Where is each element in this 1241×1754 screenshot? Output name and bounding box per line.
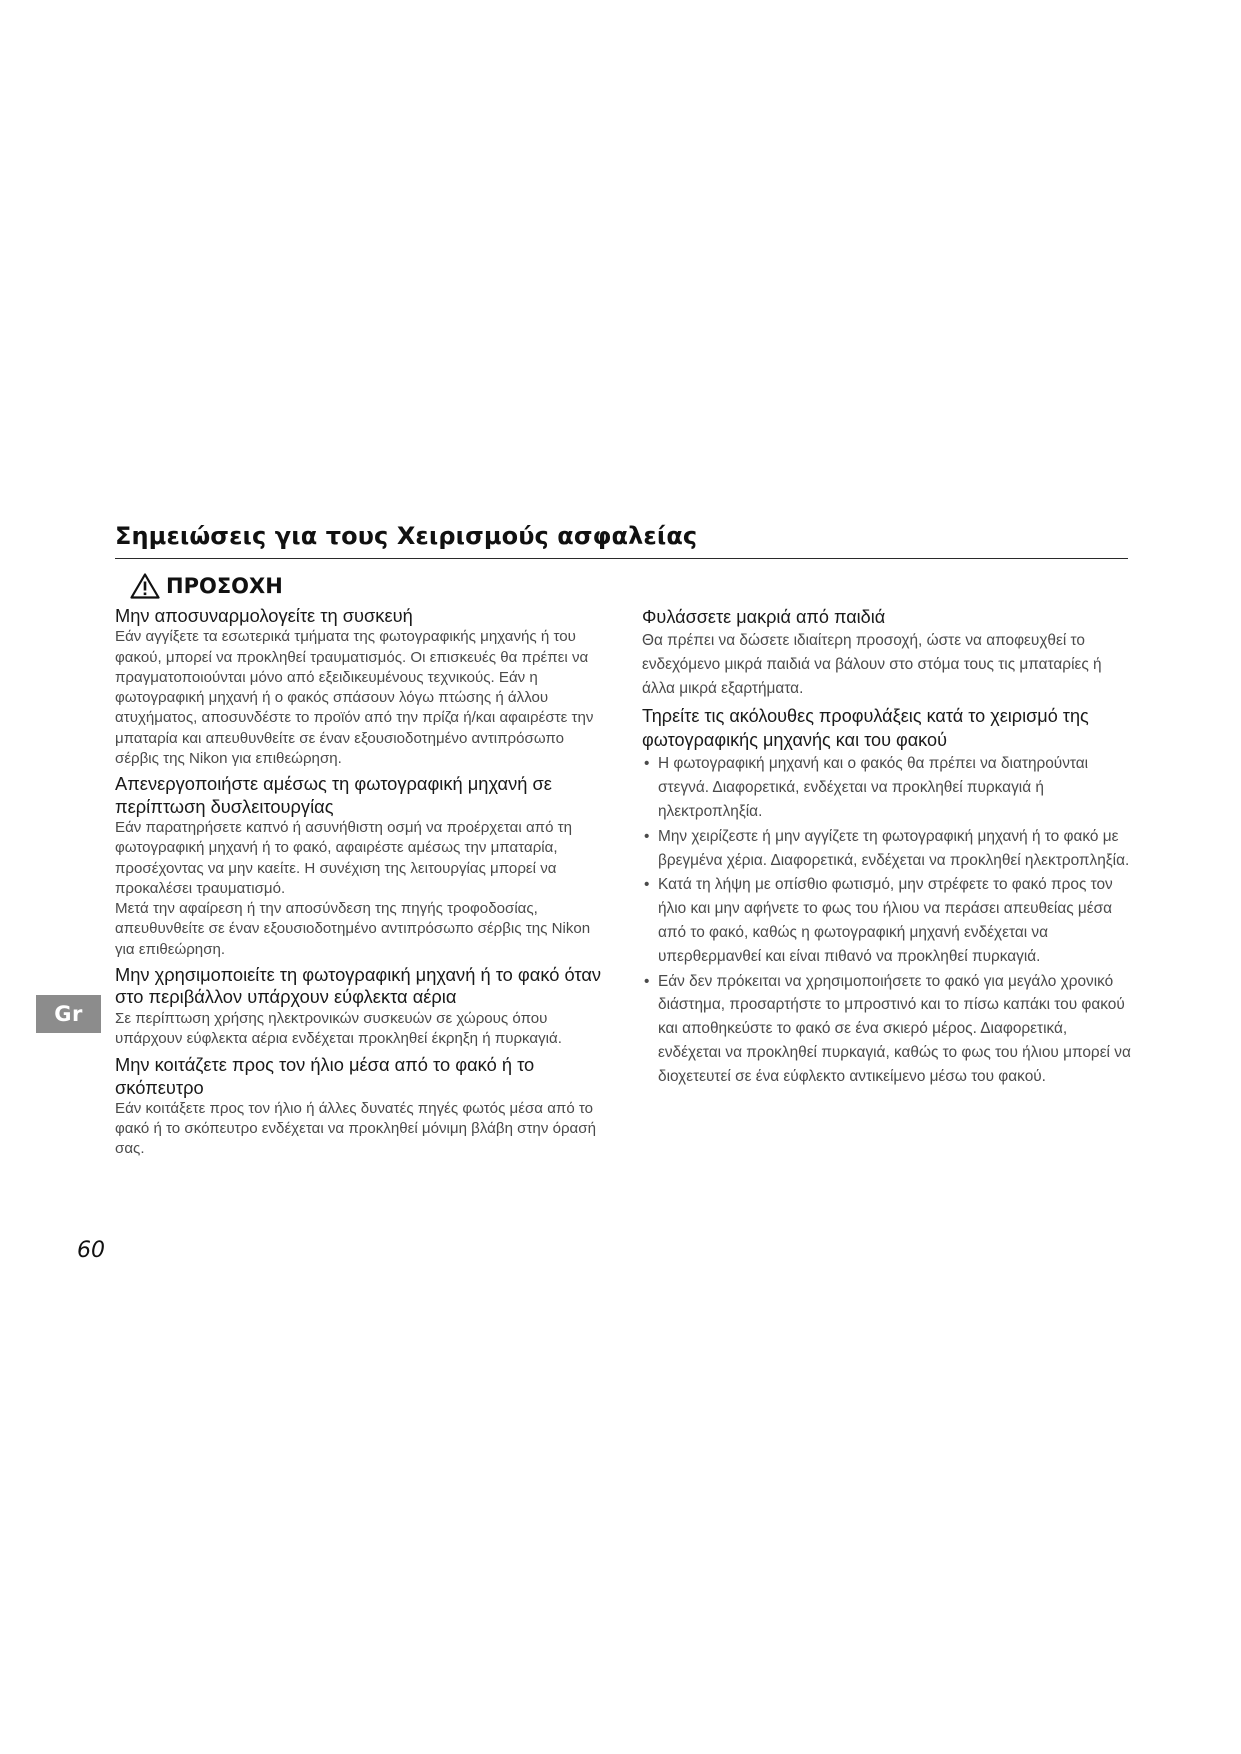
block-title: Μην κοιτάζετε προς τον ήλιο μέσα από το φακό ή το σκόπευτρο	[115, 1054, 535, 1098]
list-item-text: Η φωτογραφική μηχανή και ο φακός θα πρέπει να διατηρούνται στεγνά. Διαφορετικά, ενδέχεται να προκληθεί πυρκαγιά ή ηλεκτροπληξία.	[658, 755, 1089, 820]
list-item	[642, 825, 1132, 873]
block-title: Φυλάσσετε μακριά από παιδιά	[642, 607, 886, 627]
title-divider	[115, 558, 1128, 559]
block-title: Απενεργοποιήστε αμέσως τη φωτογραφική μηχανή σε περίπτωση δυσλειτουργίας	[115, 773, 552, 817]
safety-block-flammable-gas	[115, 964, 605, 1049]
page-number: 60	[77, 1238, 105, 1263]
list-item-text: Μην χειρίζεστε ή μην αγγίζετε τη φωτογραφική μηχανή ή το φακό με βρεγμένα χέρια. Διαφορετικά, ενδέχεται να προκληθεί ηλεκτροπληξία.	[658, 827, 1130, 869]
block-title: Μην αποσυναρμολογείτε τη συσκευή	[115, 605, 413, 626]
list-item-text: Κατά τη λήψη με οπίσθιο φωτισμό, μην στρέφετε το φακό προς τον ήλιο και μην αφήνετε το φως του ήλιου να περάσει απευθείας μέσα από το φακό, καθώς η φωτογραφική μηχανή ενδέχεται να υπερθερμανθεί και είναι πιθανό να προκληθεί πυρκαγιά.	[658, 876, 1113, 965]
block-text: Εάν παρατηρήσετε καπνό ή ασυνήθιστη οσμή να προέρχεται από τη φωτογραφική μηχανή ή το φακό, αφαιρέστε αμέσως την μπαταρία, προσέχοντας να μην καείτε. Η συνέχιση της λειτουργίας μπορεί να προκαλέσει τραυματισμό.	[115, 818, 573, 897]
bullet-icon: •	[644, 876, 650, 894]
caution-label: ΠΡΟΣΟΧΗ	[166, 574, 283, 598]
safety-block-sun	[115, 1054, 605, 1159]
block-text: Εάν κοιτάξετε προς τον ήλιο ή άλλες δυνατές πηγές φωτός μέσα από το φακό ή το σκόπευτρο ενδέχεται να προκληθεί μόνιμη βλάβη στην όρασή σας.	[115, 1099, 596, 1158]
block-text: Εάν αγγίξετε τα εσωτερικά τμήματα της φωτογραφικής μηχανής ή του φακού, μπορεί να προκληθεί τραυματισμός. Οι επισκευές θα πρέπει να πραγματοποιούνται μόνο από εξειδικευμένους τεχνικούς. Εάν η φωτογραφική μηχανή ή ο φακός σπάσουν λόγω πτώσης ή άλλου ατυχήματος, αποσυνδέστε το προϊόν από την πρίζα ή/και αφαιρέστε την μπαταρία και απευθυνθείτε σε έναν εξουσιοδοτημένο αντιπρόσωπο σέρβις της Nikon για επιθεώρηση.	[115, 628, 594, 768]
block-text: Θα πρέπει να δώσετε ιδιαίτερη προσοχή, ώστε να αποφευχθεί το ενδεχόμενο μικρά παιδιά να βάλουν στο στόμα τους τις μπαταρίες ή άλλα μικρά εξαρτήματα.	[642, 632, 1102, 697]
right-column	[642, 605, 1132, 1090]
bullet-icon: •	[644, 972, 650, 990]
warning-triangle-icon	[130, 573, 160, 599]
left-column	[115, 605, 605, 1160]
precaution-list	[642, 752, 1132, 1088]
block-text: Σε περίπτωση χρήσης ηλεκτρονικών συσκευών σε χώρους όπου υπάρχουν εύφλεκτα αέρια ενδέχεται προκληθεί έκρηξη ή πυρκαγιά.	[115, 1009, 562, 1047]
section-title: Σημειώσεις για τους Χειρισμούς ασφαλείας	[115, 522, 698, 550]
safety-block-handling	[642, 704, 1132, 1088]
language-tab: Gr	[36, 995, 101, 1033]
list-item	[642, 752, 1132, 823]
block-text-continued: Μετά την αφαίρεση ή την αποσύνδεση της πηγής τροφοδοσίας, απευθυνθείτε σε έναν εξουσιοδοτημένο αντιπρόσωπο σέρβις της Nikon για επιθεώρηση.	[115, 900, 591, 958]
list-item	[642, 970, 1132, 1089]
bullet-icon: •	[644, 755, 650, 773]
list-item	[642, 873, 1132, 968]
safety-block-malfunction	[115, 773, 605, 960]
safety-block-disassemble	[115, 605, 605, 769]
list-item-text: Εάν δεν πρόκειται να χρησιμοποιήσετε το φακό για μεγάλο χρονικό διάστημα, προσαρτήστε το μπροστινό και το πίσω καπάκι του φακού και αποθηκεύστε το φακό σε ένα σκιερό μέρος. Διαφορετικά, ενδέχεται να προκληθεί πυρκαγιά, καθώς το φως του ήλιου μπορεί να διοχετευτεί σε ένα εύφλεκτο αντικείμενο μέσω του φακού.	[658, 972, 1131, 1085]
safety-block-children	[642, 605, 1132, 700]
block-title: Μην χρησιμοποιείτε τη φωτογραφική μηχανή ή το φακό όταν στο περιβάλλον υπάρχουν εύφλεκτα αέρια	[115, 964, 602, 1008]
block-title: Τηρείτε τις ακόλουθες προφυλάξεις κατά το χειρισμό της φωτογραφικής μηχανής και του φακού	[642, 706, 1089, 751]
caution-heading	[130, 573, 283, 599]
bullet-icon: •	[644, 827, 650, 845]
